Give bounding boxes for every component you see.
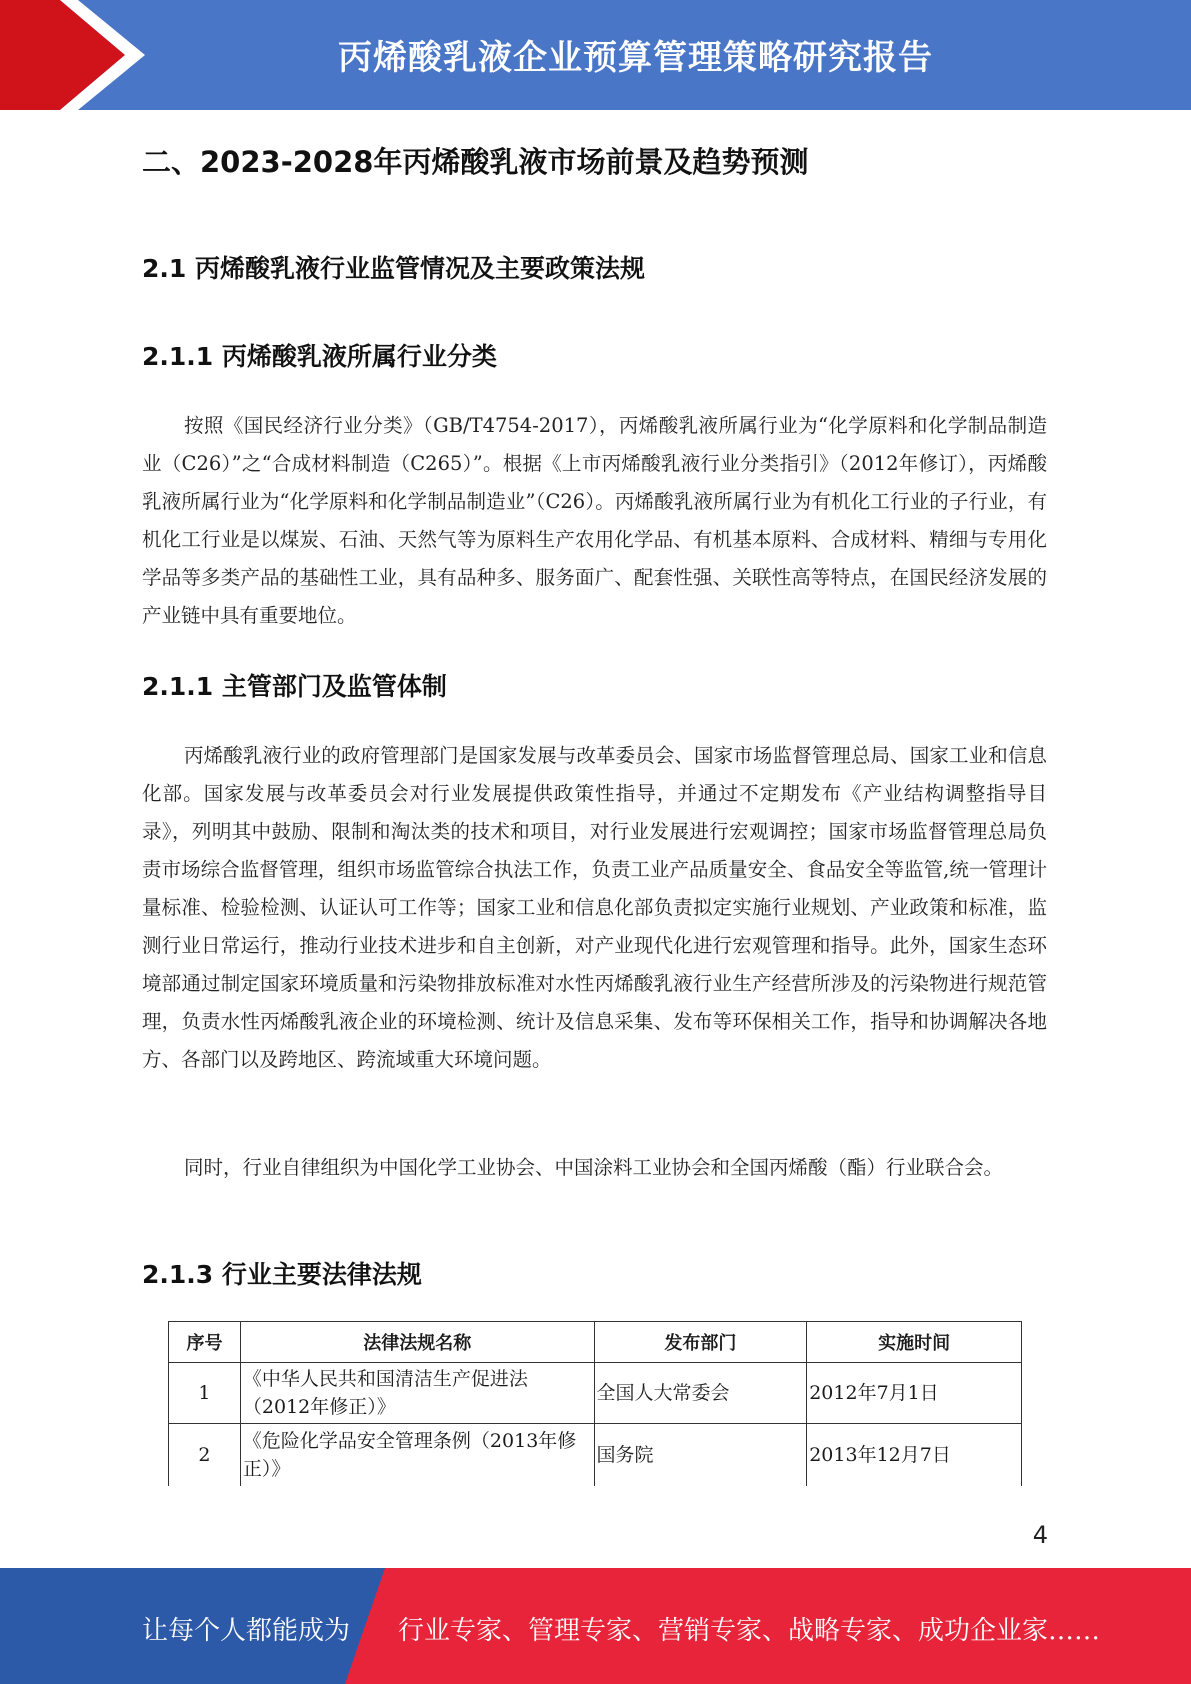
- table-cell-index: 2: [169, 1424, 241, 1487]
- table-header-cell: 序号: [169, 1322, 241, 1363]
- section-title: 二、2023-2028年丙烯酸乳液市场前景及趋势预测: [142, 145, 809, 179]
- table-cell-index: 1: [169, 1363, 241, 1424]
- header-title: 丙烯酸乳液企业预算管理策略研究报告: [338, 38, 933, 78]
- subsection-title-2-1-1: 2.1.1 丙烯酸乳液所属行业分类: [142, 342, 497, 371]
- subsection-title-authorities: 2.1.1 主管部门及监管体制: [142, 672, 447, 701]
- subsection-title-2-1: 2.1 丙烯酸乳液行业监管情况及主要政策法规: [142, 254, 645, 283]
- table-cell-department: 国务院: [594, 1424, 807, 1487]
- table-header-cell: 法律法规名称: [240, 1322, 594, 1363]
- table-cell-department: 全国人大常委会: [594, 1363, 807, 1424]
- page-number: 4: [1032, 1521, 1048, 1549]
- footer-slogan-right: 行业专家、管理专家、营销专家、战略专家、成功企业家……: [398, 1616, 1101, 1646]
- footer-slogan-left: 让每个人都能成为: [142, 1616, 351, 1646]
- table-cell-law-name: 《危险化学品安全管理条例（2013年修正）》: [240, 1424, 594, 1487]
- table-header-cell: 实施时间: [807, 1322, 1022, 1363]
- paragraph-industry-classification: 按照《国民经济行业分类》（GB/T4754-2017），丙烯酸乳液所属行业为“化学原料和化学制品制造业（C26）”之“合成材料制造（C265）”。根据《上市丙烯酸乳液行业分类指引》（2012年修订），丙烯酸乳液所属行业为“化学原料和化学制品制造业”（C26）。丙烯酸乳液所属行业为有机化工行业的子行业，有机化工行业是以煤炭、石油、天然气等为原料生产农用化学品、有机基本原料、合成材料、精细与专用化学品等多类产品的基础性工业，具有品种多、服务面广、配套性强、关联性高等特点，在国民经济发展的产业链中具有重要地位。: [142, 414, 1047, 627]
- footer-banner: [0, 1568, 1191, 1684]
- table-row: [169, 1424, 1022, 1487]
- header-banner: [0, 0, 1191, 110]
- table-cell-date: 2012年7月1日: [807, 1363, 1022, 1424]
- table-row: [169, 1363, 1022, 1424]
- paragraph-industry-associations: 同时，行业自律组织为中国化学工业协会、中国涂料工业协会和全国丙烯酸（酯）行业联合会。: [184, 1156, 1004, 1179]
- table-cell-law-name: 《中华人民共和国清洁生产促进法（2012年修正）》: [240, 1363, 594, 1424]
- paragraph-regulatory-system: 丙烯酸乳液行业的政府管理部门是国家发展与改革委员会、国家市场监督管理总局、国家工业和信息化部。国家发展与改革委员会对行业发展提供政策性指导，并通过不定期发布《产业结构调整指导目录》，列明其中鼓励、限制和淘汰类的技术和项目，对行业发展进行宏观调控；国家市场监督管理总局负责市场综合监督管理，组织市场监管综合执法工作，负责工业产品质量安全、食品安全等监管,统一管理计量标准、检验检测、认证认可工作等；国家工业和信息化部负责拟定实施行业规划、产业政策和标准，监测行业日常运行，推动行业技术进步和自主创新，对产业现代化进行宏观管理和指导。此外，国家生态环境部通过制定国家环境质量和污染物排放标准对水性丙烯酸乳液行业生产经营所涉及的污染物进行规范管理，负责水性丙烯酸乳液企业的环境检测、统计及信息采集、发布等环保相关工作，指导和协调解决各地方、各部门以及跨地区、跨流域重大环境问题。: [142, 744, 1047, 1071]
- table-cell-date: 2013年12月7日: [807, 1424, 1022, 1487]
- table-header-cell: 发布部门: [594, 1322, 807, 1363]
- laws-table: [168, 1321, 1022, 1486]
- table-header-row: [169, 1322, 1022, 1363]
- subsection-title-laws: 2.1.3 行业主要法律法规: [142, 1260, 422, 1289]
